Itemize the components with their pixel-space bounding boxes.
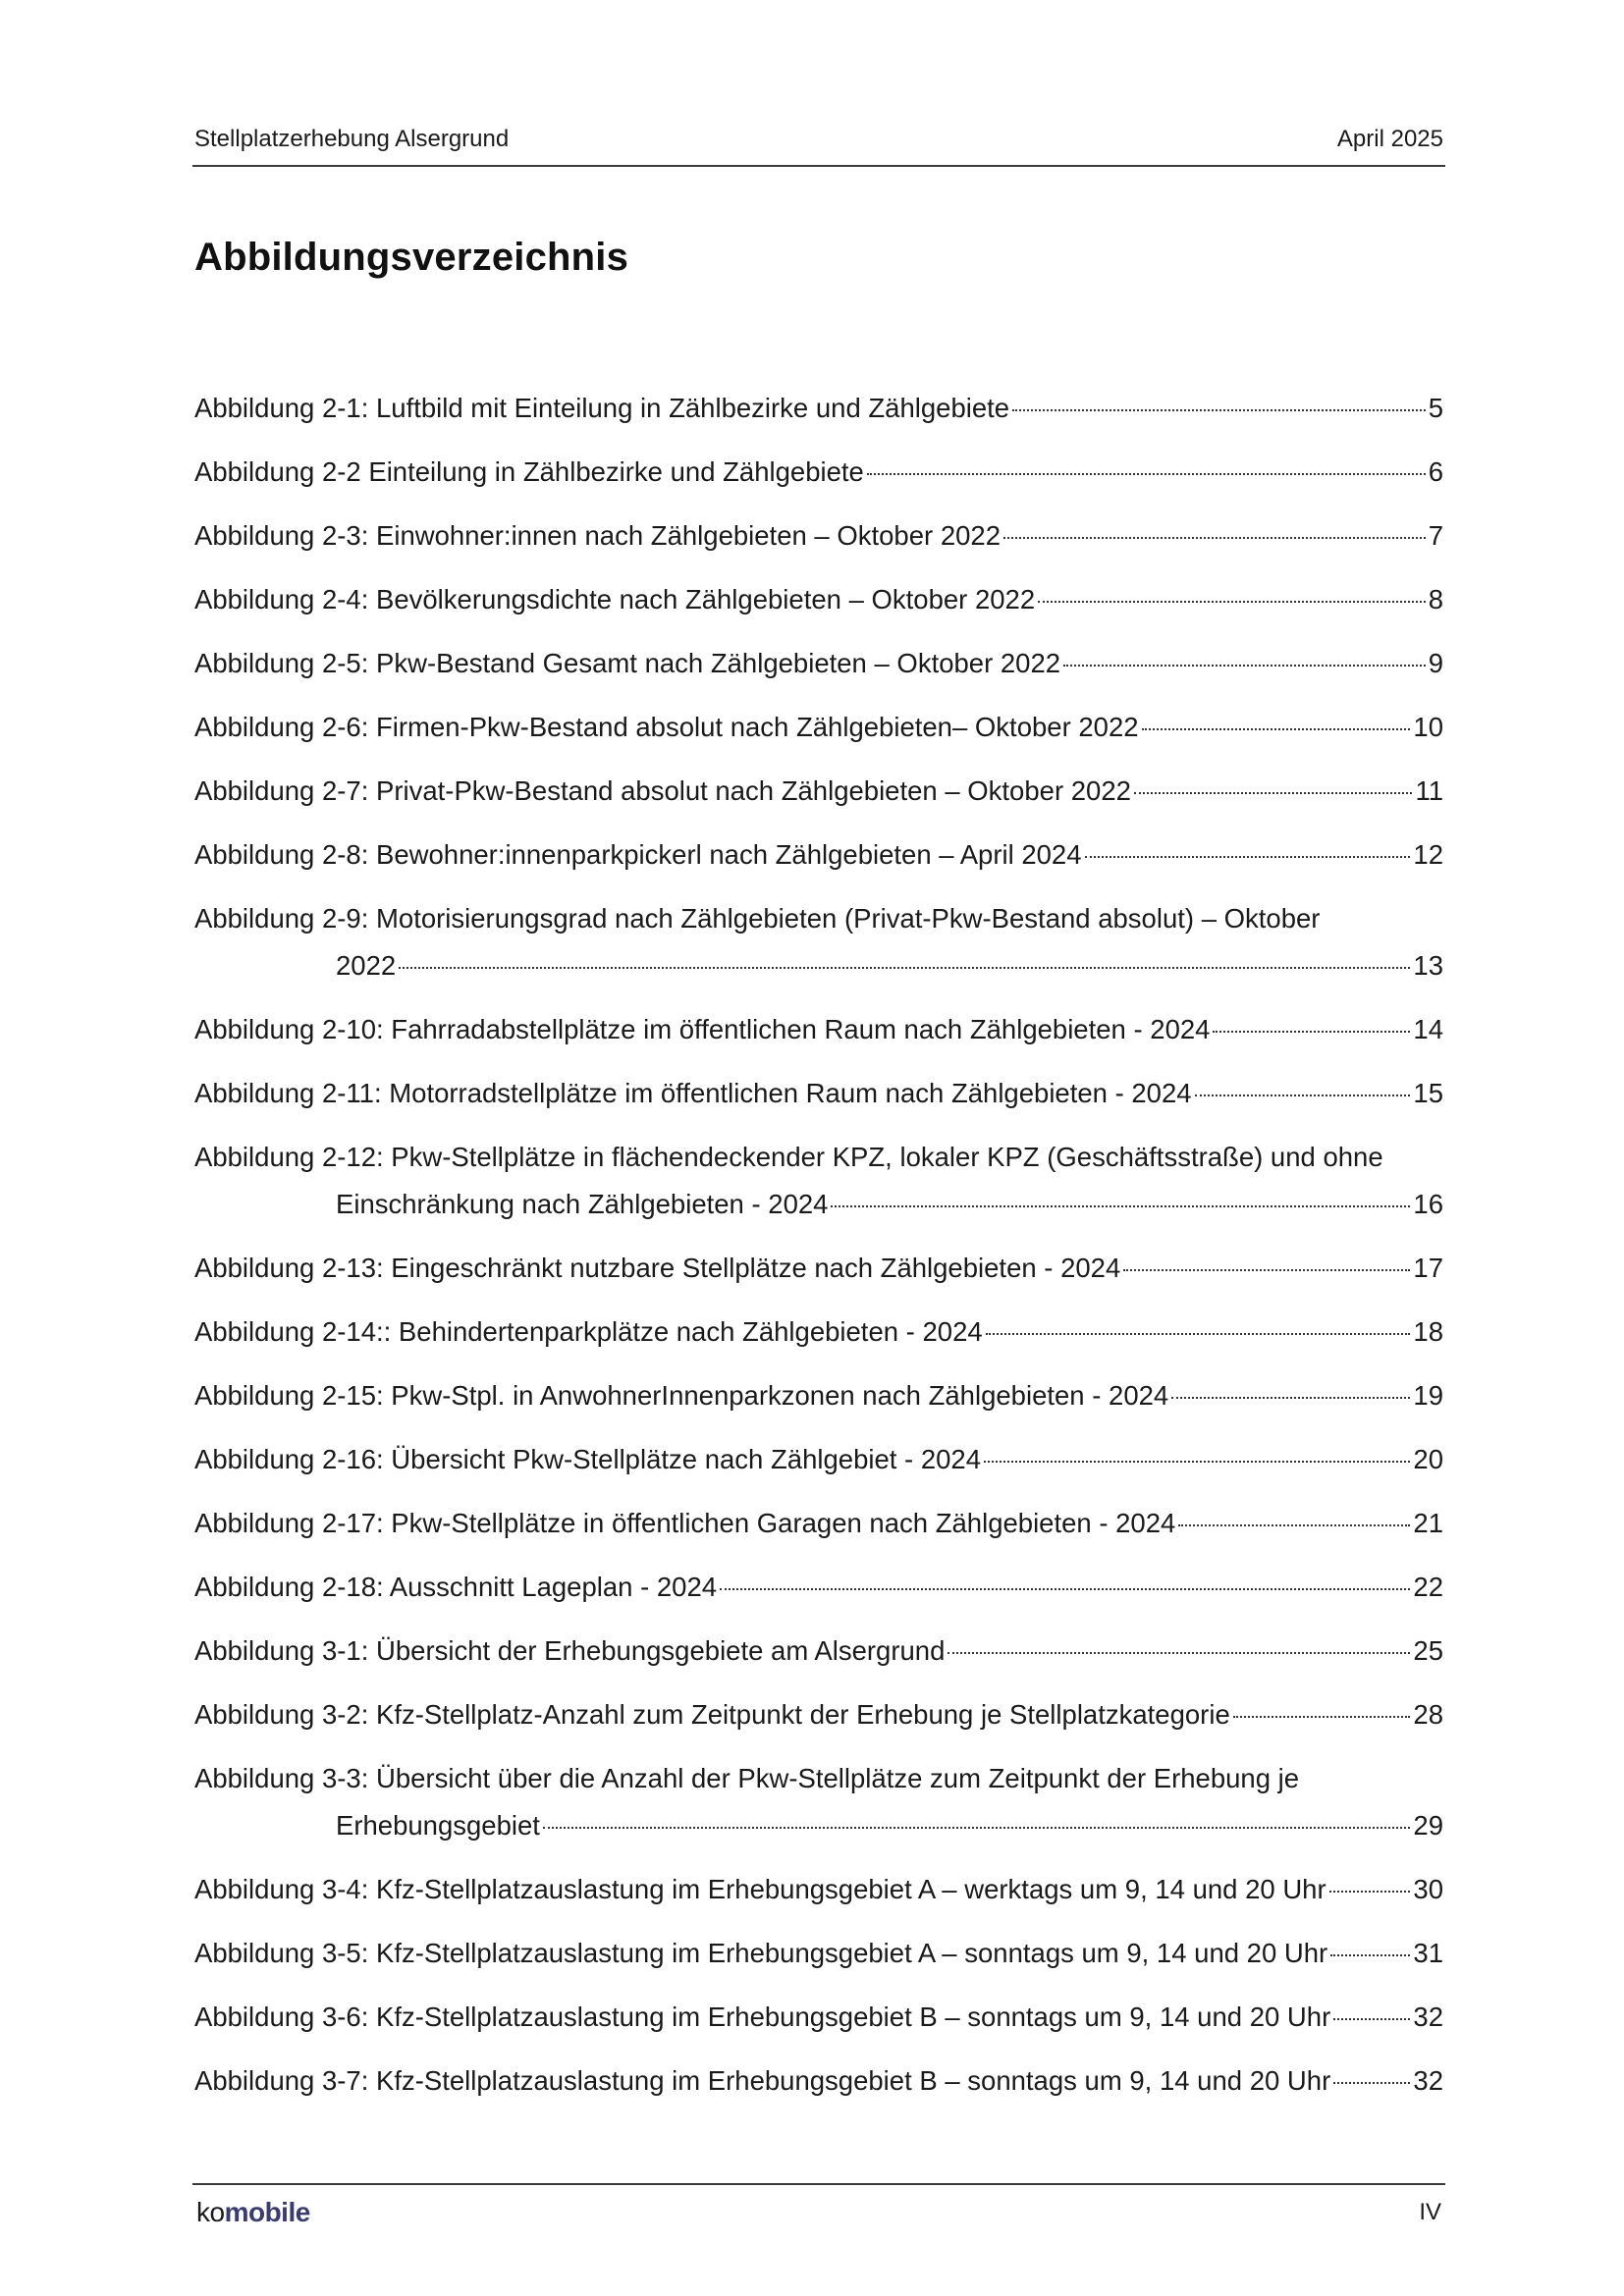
entry-caption: Abbildung 2-17: Pkw-Stellplätze in öffentlichen Garagen nach Zählgebieten - 2024 (194, 1508, 1176, 1538)
entry-page-number[interactable]: 32 (1413, 2065, 1443, 2096)
entry-line (194, 1564, 1443, 1611)
entry-line (194, 1436, 1443, 1483)
figure-list-entry[interactable] (194, 1245, 1443, 1292)
entry-caption: Abbildung 2-15: Pkw-Stpl. in AnwohnerInnenparkzonen nach Zählgebieten - 2024 (194, 1380, 1169, 1411)
entry-caption: Abbildung 2-13: Eingeschränkt nutzbare Stellplätze nach Zählgebieten - 2024 (194, 1253, 1121, 1283)
entry-caption: Abbildung 3-2: Kfz-Stellplatz-Anzahl zum Zeitpunkt der Erhebung je Stellplatzkategorie (194, 1699, 1230, 1730)
dot-leader (986, 1333, 1411, 1335)
dot-leader (1085, 856, 1411, 858)
entry-line (194, 1070, 1443, 1117)
dot-leader (1123, 1269, 1410, 1271)
entry-line (194, 1866, 1443, 1913)
entry-line (194, 1628, 1443, 1675)
figure-list-entry[interactable] (194, 1994, 1443, 2041)
dot-leader (1329, 1891, 1411, 1893)
entry-line (194, 385, 1443, 432)
figure-list-entry[interactable] (194, 1308, 1443, 1356)
dot-leader (1178, 1524, 1410, 1526)
dot-leader (1233, 1716, 1411, 1718)
entry-page-number[interactable]: 16 (1413, 1189, 1443, 1219)
entry-page-number[interactable]: 28 (1413, 1699, 1443, 1730)
entry-line (336, 942, 1443, 989)
dot-leader (1213, 1031, 1410, 1033)
header-document-title: Stellplatzerhebung Alsergrund (194, 126, 510, 152)
entry-caption: Abbildung 2-4: Bevölkerungsdichte nach Zählgebieten – Oktober 2022 (194, 584, 1036, 614)
entry-line (194, 831, 1443, 879)
entry-caption: Abbildung 2-3: Einwohner:innen nach Zählgebieten – Oktober 2022 (194, 520, 1001, 551)
entry-line (194, 512, 1443, 560)
entry-caption: Erhebungsgebiet (336, 1810, 540, 1841)
entry-caption: Abbildung 3-5: Kfz-Stellplatzauslastung im Erhebungsgebiet A – sonntags um 9, 14 und 20 Uhr (194, 1938, 1328, 1968)
figure-list-entry[interactable] (194, 1866, 1443, 1913)
entry-page-number[interactable]: 5 (1428, 393, 1443, 423)
page-header (192, 124, 1445, 167)
figure-list-entry[interactable] (194, 576, 1443, 623)
entry-page-number[interactable]: 8 (1428, 584, 1443, 614)
figure-list-entry[interactable] (194, 2057, 1443, 2105)
entry-page-number[interactable]: 10 (1413, 712, 1443, 742)
dot-leader (720, 1588, 1410, 1590)
entry-page-number[interactable]: 9 (1428, 648, 1443, 678)
entry-caption: Abbildung 3-4: Kfz-Stellplatzauslastung im Erhebungsgebiet A – werktags um 9, 14 und 20 Uhr (194, 1874, 1326, 1904)
entry-page-number[interactable]: 25 (1413, 1635, 1443, 1666)
entry-caption: 2022 (336, 950, 397, 981)
komobile-logo (196, 2197, 310, 2228)
entry-line (194, 1006, 1443, 1053)
entry-line (194, 449, 1443, 496)
entry-page-number[interactable]: 31 (1413, 1938, 1443, 1968)
entry-line (194, 1930, 1443, 1977)
dot-leader (1012, 409, 1426, 411)
page-footer (192, 2183, 1445, 2228)
figure-list-entry[interactable] (194, 768, 1443, 815)
entry-caption: Abbildung 2-14:: Behindertenparkplätze nach Zählgebieten - 2024 (194, 1316, 983, 1347)
entry-page-number[interactable]: 19 (1413, 1380, 1443, 1411)
entry-line (194, 1994, 1443, 2041)
entry-page-number[interactable]: 29 (1413, 1810, 1443, 1841)
entry-page-number[interactable]: 13 (1413, 950, 1443, 981)
entry-page-number[interactable]: 30 (1413, 1874, 1443, 1904)
figure-list-entry[interactable] (194, 1930, 1443, 1977)
figure-list-entry[interactable] (194, 1134, 1443, 1228)
dot-leader (1333, 2082, 1410, 2084)
dot-leader (867, 473, 1426, 475)
entry-line (194, 576, 1443, 623)
entry-page-number[interactable]: 22 (1413, 1572, 1443, 1602)
figure-list-entry[interactable] (194, 704, 1443, 751)
entry-line (336, 1802, 1443, 1849)
dot-leader (1134, 792, 1413, 794)
entry-line (194, 1372, 1443, 1419)
entry-page-number[interactable]: 7 (1428, 520, 1443, 551)
entry-page-number[interactable]: 11 (1415, 775, 1443, 806)
entry-caption: Abbildung 3-6: Kfz-Stellplatzauslastung im Erhebungsgebiet B – sonntags um 9, 14 und 20 Uhr (194, 2002, 1331, 2032)
entry-line (194, 768, 1443, 815)
figure-list-entry[interactable] (194, 1564, 1443, 1611)
dot-leader (984, 1461, 1410, 1463)
entry-caption: Abbildung 2-2 Einteilung in Zählbezirke und Zählgebiete (194, 456, 864, 487)
entry-line (194, 2057, 1443, 2105)
entry-caption: Abbildung 3-1: Übersicht der Erhebungsgebiete am Alsergrund (194, 1635, 946, 1666)
dot-leader (1333, 2018, 1410, 2020)
entry-caption: Abbildung 2-9: Motorisierungsgrad nach Zählgebieten (Privat-Pkw-Bestand absolut) – Oktober (194, 903, 1321, 934)
entry-caption: Abbildung 2-5: Pkw-Bestand Gesamt nach Zählgebieten – Oktober 2022 (194, 648, 1061, 678)
dot-leader (831, 1205, 1410, 1207)
dot-leader (1063, 665, 1426, 667)
figure-list-entry[interactable] (194, 449, 1443, 496)
figure-list-entry[interactable] (194, 1006, 1443, 1053)
dot-leader (543, 1827, 1410, 1829)
page-title: Abbildungsverzeichnis (194, 236, 629, 279)
entry-line (194, 640, 1443, 687)
entry-caption: Abbildung 2-8: Bewohner:innenparkpickerl nach Zählgebieten – April 2024 (194, 839, 1082, 870)
logo-text-ko: ko (196, 2197, 225, 2227)
dot-leader (1195, 1095, 1411, 1096)
entry-caption: Abbildung 2-7: Privat-Pkw-Bestand absolut nach Zählgebieten – Oktober 2022 (194, 775, 1131, 806)
entry-line (194, 1245, 1443, 1292)
entry-page-number[interactable]: 12 (1413, 839, 1443, 870)
entry-caption: Abbildung 2-12: Pkw-Stellplätze in flächendeckender KPZ, lokaler KPZ (Geschäftsstraße) und ohne (194, 1142, 1383, 1172)
entry-page-number[interactable]: 20 (1413, 1444, 1443, 1474)
figure-list (194, 385, 1443, 2121)
entry-line (194, 1691, 1443, 1738)
figure-list-entry[interactable] (194, 831, 1443, 879)
entry-page-number[interactable]: 15 (1413, 1078, 1443, 1108)
figure-list-entry[interactable] (194, 640, 1443, 687)
entry-caption: Einschränkung nach Zählgebieten - 2024 (336, 1189, 829, 1219)
logo-text-mobile: mobile (224, 2197, 310, 2227)
entry-caption: Abbildung 3-3: Übersicht über die Anzahl der Pkw-Stellplätze zum Zeitpunkt der Erhebung je (194, 1763, 1300, 1793)
entry-page-number[interactable]: 17 (1413, 1253, 1443, 1283)
entry-page-number[interactable]: 6 (1428, 456, 1443, 487)
entry-page-number[interactable]: 21 (1413, 1508, 1443, 1538)
dot-leader (1003, 537, 1426, 539)
figure-list-entry[interactable] (194, 1070, 1443, 1117)
page-number: IV (1419, 2199, 1441, 2225)
entry-caption: Abbildung 2-10: Fahrradabstellplätze im öffentlichen Raum nach Zählgebieten - 2024 (194, 1014, 1211, 1044)
dot-leader (947, 1652, 1410, 1654)
figure-list-entry[interactable] (194, 512, 1443, 560)
entry-caption: Abbildung 2-18: Ausschnitt Lageplan - 2024 (194, 1572, 718, 1602)
figure-list-entry[interactable] (194, 1755, 1443, 1849)
figure-list-entry[interactable] (194, 1372, 1443, 1419)
dot-leader (1038, 601, 1426, 603)
entry-caption: Abbildung 2-6: Firmen-Pkw-Bestand absolut nach Zählgebieten– Oktober 2022 (194, 712, 1139, 742)
entry-caption: Abbildung 2-1: Luftbild mit Einteilung in Zählbezirke und Zählgebiete (194, 393, 1010, 423)
figure-list-entry[interactable] (194, 1500, 1443, 1547)
entry-caption: Abbildung 2-16: Übersicht Pkw-Stellplätze nach Zählgebiet - 2024 (194, 1444, 982, 1474)
entry-page-number[interactable]: 18 (1413, 1316, 1443, 1347)
entry-caption: Abbildung 2-11: Motorradstellplätze im öffentlichen Raum nach Zählgebieten - 2024 (194, 1078, 1192, 1108)
entry-page-number[interactable]: 14 (1413, 1014, 1443, 1044)
entry-line (194, 1500, 1443, 1547)
entry-line (194, 1308, 1443, 1356)
dot-leader (1142, 728, 1411, 730)
entry-page-number[interactable]: 32 (1413, 2002, 1443, 2032)
figure-list-entry[interactable] (194, 1691, 1443, 1738)
dot-leader (1171, 1397, 1410, 1399)
entry-line (336, 1181, 1443, 1228)
figure-list-entry[interactable] (194, 895, 1443, 989)
header-date: April 2025 (1336, 126, 1443, 152)
dot-leader (1330, 1954, 1410, 1956)
dot-leader (399, 967, 1410, 969)
figure-list-entry[interactable] (194, 385, 1443, 432)
figure-list-entry[interactable] (194, 1436, 1443, 1483)
entry-line (194, 704, 1443, 751)
figure-list-entry[interactable] (194, 1628, 1443, 1675)
entry-caption: Abbildung 3-7: Kfz-Stellplatzauslastung im Erhebungsgebiet B – sonntags um 9, 14 und 20 Uhr (194, 2065, 1331, 2096)
